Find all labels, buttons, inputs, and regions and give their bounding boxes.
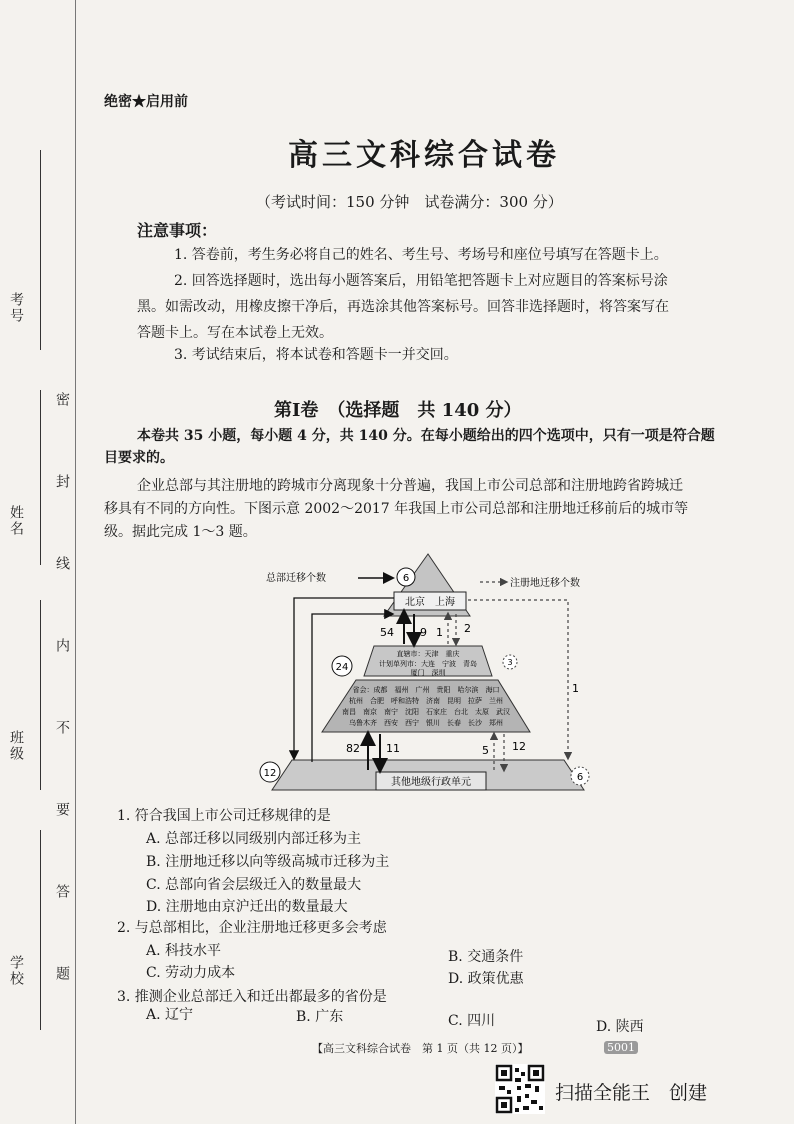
tier3-row: 南昌 南京 南宁 沈阳 石家庄 台北 太原 武汉 bbox=[342, 708, 510, 716]
paper-code: 5001 bbox=[604, 1041, 638, 1054]
question-option: C. 四川 bbox=[448, 1013, 496, 1029]
secret-label: 绝密★启用前 bbox=[104, 94, 188, 110]
question-option: B. 注册地迁移以向等级高城市迁移为主 bbox=[146, 854, 390, 870]
question-option: D. 注册地由京沪迁出的数量最大 bbox=[146, 899, 348, 915]
count-label: 5 bbox=[482, 744, 489, 757]
count-label: 12 bbox=[512, 740, 526, 753]
question-option: C. 劳动力成本 bbox=[146, 965, 236, 981]
class-underline bbox=[40, 600, 41, 790]
question-option: D. 政策优惠 bbox=[448, 971, 524, 987]
tier2-row: 计划单列市：大连 宁波 青岛 bbox=[379, 660, 477, 668]
name-label: 姓名 bbox=[8, 505, 24, 537]
notice-item: 答题卡上。写在本试卷上无效。 bbox=[137, 325, 333, 341]
top-cities-label: 北京 上海 bbox=[405, 597, 455, 608]
question-option: B. 交通条件 bbox=[448, 949, 524, 965]
bottom-circle-right-label: 6 bbox=[576, 772, 584, 783]
notice-heading: 注意事项： bbox=[137, 221, 218, 240]
mid-circle-right-label: 3 bbox=[507, 658, 513, 667]
count-label: 9 bbox=[420, 626, 427, 639]
question-option: C. 总部向省会层级迁入的数量最大 bbox=[146, 877, 362, 893]
section-intro: 本卷共 35 小题，每小题 4 分，共 140 分。在每小题给出的四个选项中，只有一项是符合题 bbox=[137, 428, 715, 444]
section-title: 第Ⅰ卷 （选择题 共 140 分） bbox=[274, 400, 522, 421]
page-title: 高三文科综合试卷 bbox=[288, 138, 560, 173]
seal-notice: 密 封 线 内 不 要 答 题 bbox=[54, 392, 70, 1007]
top-circle-label: 6 bbox=[402, 573, 410, 584]
class-label: 班级 bbox=[8, 730, 24, 762]
section-intro: 目要求的。 bbox=[104, 450, 174, 466]
question-option: A. 科技水平 bbox=[146, 943, 222, 959]
passage-line: 企业总部与其注册地的跨城市分离现象十分普遍，我国上市公司总部和注册地跨省跨城迁 bbox=[137, 478, 683, 494]
notice-item: 黑。如需改动，用橡皮擦干净后，再选涂其他答案标号。回答非选择题时，将答案写在 bbox=[137, 299, 669, 315]
binding-line bbox=[75, 0, 76, 1124]
question-option: A. 辽宁 bbox=[146, 1007, 194, 1023]
notice-item: 2. 回答选择题时，选出每小题答案后，用铅笔把答题卡上对应题目的答案标号涂 bbox=[174, 273, 668, 289]
question-option: A. 总部迁移以同级别内部迁移为主 bbox=[146, 831, 362, 847]
mid-circle-label: 24 bbox=[335, 662, 349, 673]
tier2-row: 厦门 深圳 bbox=[410, 669, 446, 677]
reg-loop-arrow bbox=[468, 600, 568, 758]
notice-item: 1. 答卷前，考生务必将自己的姓名、考生号、考场号和座位号填写在答题卡上。 bbox=[174, 247, 668, 263]
notice-item: 3. 考试结束后，将本试卷和答题卡一并交回。 bbox=[174, 347, 458, 363]
question-stem: 2. 与总部相比，企业注册地迁移更多会考虑 bbox=[117, 920, 387, 936]
exam-number-label: 考号 bbox=[8, 292, 24, 324]
tier3-row: 省会：成都 福州 广州 贵阳 哈尔滨 海口 bbox=[352, 686, 500, 694]
exam-info: （考试时间：150 分钟 试卷满分：300 分） bbox=[256, 193, 563, 211]
count-label: 2 bbox=[464, 622, 471, 635]
count-label: 82 bbox=[346, 742, 360, 755]
legend-hq-label: 总部迁移个数 bbox=[266, 573, 326, 584]
tier2-row: 直辖市：天津 重庆 bbox=[396, 650, 460, 658]
migration-diagram bbox=[258, 550, 594, 800]
exam-number-underline bbox=[40, 150, 41, 350]
name-underline bbox=[40, 390, 41, 565]
school-underline bbox=[40, 830, 41, 1030]
count-label: 54 bbox=[380, 626, 394, 639]
passage-line: 级。据此完成 1～3 题。 bbox=[104, 524, 257, 540]
scanner-watermark: 扫描全能王 创建 bbox=[555, 1082, 708, 1104]
qr-code-icon bbox=[495, 1064, 545, 1114]
question-option: B. 广东 bbox=[296, 1009, 344, 1025]
bottom-label: 其他地级行政单元 bbox=[391, 777, 471, 788]
count-label: 1 bbox=[572, 682, 579, 695]
count-label: 11 bbox=[386, 742, 400, 755]
school-label: 学校 bbox=[8, 955, 24, 987]
bottom-circle-left-label: 12 bbox=[263, 768, 277, 779]
legend-reg-label: 注册地迁移个数 bbox=[510, 578, 580, 589]
tier3-row: 杭州 合肥 呼和浩特 济南 昆明 拉萨 兰州 bbox=[349, 697, 503, 705]
count-label: 1 bbox=[436, 626, 443, 639]
passage-line: 移具有不同的方向性。下图示意 2002～2017 年我国上市公司总部和注册地迁移前后的城市等 bbox=[104, 501, 689, 517]
page-info: 【高三文科综合试卷 第 1 页（共 12 页）】 bbox=[312, 1042, 529, 1055]
tier3-row: 乌鲁木齐 西安 西宁 银川 长春 长沙 郑州 bbox=[349, 719, 503, 727]
question-stem: 1. 符合我国上市公司迁移规律的是 bbox=[117, 808, 331, 824]
question-stem: 3. 推测企业总部迁入和迁出都最多的省份是 bbox=[117, 989, 387, 1005]
question-option: D. 陕西 bbox=[596, 1019, 644, 1035]
